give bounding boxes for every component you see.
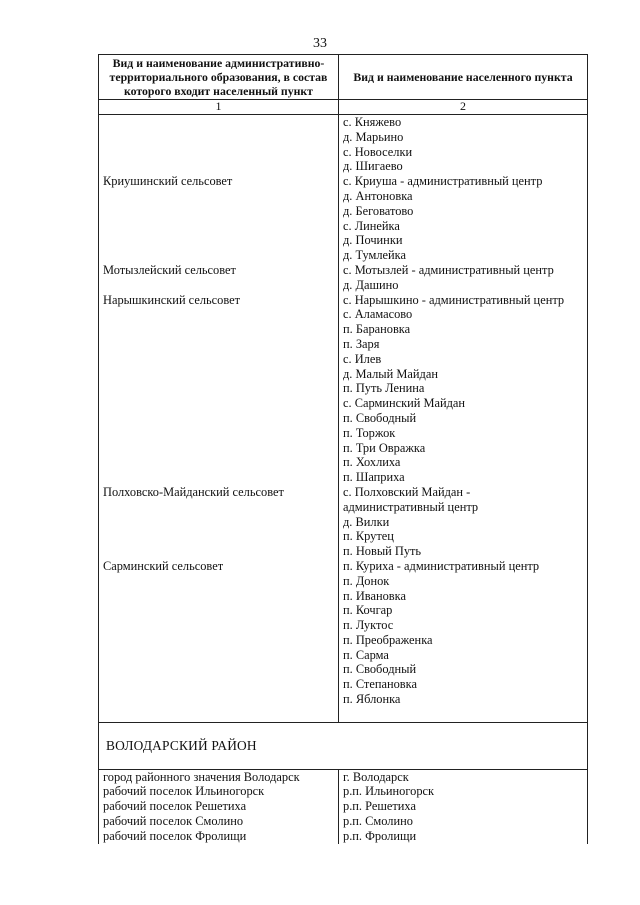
settlement-line: п. Крутец xyxy=(343,529,394,544)
settlement-line: п. Хохлиха xyxy=(343,455,401,470)
settlement-line: п. Степановка xyxy=(343,677,417,692)
admin-unit-line xyxy=(103,515,334,530)
admin-unit-line xyxy=(103,470,334,485)
district-admin-unit-line: рабочий поселок Ильиногорск xyxy=(103,784,265,799)
admin-unit-line: Мотызлейский сельсовет xyxy=(103,262,236,277)
admin-unit-line xyxy=(103,248,334,263)
settlement-line: п. Три Овражка xyxy=(343,440,426,455)
admin-unit-line xyxy=(103,189,334,204)
settlement-line xyxy=(343,707,583,722)
admin-unit-line xyxy=(103,662,334,677)
admin-unit-line xyxy=(103,441,334,456)
settlement-line: п. Свободный xyxy=(343,662,417,677)
admin-unit-line xyxy=(103,529,334,544)
settlement-line: п. Куриха - административный центр xyxy=(343,558,540,573)
district-admin-units xyxy=(99,769,339,843)
header-admin-unit: Вид и наименование административно-территориального образования, в состав которого входит населенный пункт xyxy=(99,55,339,100)
settlement-line: с. Линейка xyxy=(343,218,400,233)
settlement-line: с. Аламасово xyxy=(343,307,413,322)
settlement-line: с. Сарминский Майдан xyxy=(343,396,466,411)
settlement-line: д. Шигаево xyxy=(343,159,403,174)
admin-unit-line xyxy=(103,618,334,633)
district-admin-unit-line: рабочий поселок Решетиха xyxy=(103,799,247,814)
admin-unit-line xyxy=(103,396,334,411)
settlement-line: д. Антоновка xyxy=(343,188,413,203)
settlement-line: п. Ивановка xyxy=(343,588,406,603)
settlement-line: д. Починки xyxy=(343,233,403,248)
settlement-line: с. Полховский Майдан - xyxy=(343,484,471,499)
admin-unit-line xyxy=(103,692,334,707)
district-admin-unit-line: рабочий поселок Смолино xyxy=(103,814,244,829)
settlement-line: п. Заря xyxy=(343,336,380,351)
admin-unit-line xyxy=(103,648,334,663)
admin-unit-line xyxy=(103,426,334,441)
settlement-line: д. Беговатово xyxy=(343,203,414,218)
settlement-line: п. Яблонка xyxy=(343,692,401,707)
admin-unit-line xyxy=(103,145,334,160)
admin-unit-line xyxy=(103,544,334,559)
admin-unit-line xyxy=(103,159,334,174)
district-admin-unit-line: город районного значения Володарск xyxy=(103,769,300,784)
settlement-line: административный центр xyxy=(343,499,479,514)
admin-unit-line xyxy=(103,130,334,145)
district-admin-unit-line: рабочий поселок Фролищи xyxy=(103,828,247,843)
admin-unit-line xyxy=(103,322,334,337)
admin-unit-line xyxy=(103,707,334,722)
column-number-1: 1 xyxy=(99,100,339,115)
admin-unit-line: Сарминский сельсовет xyxy=(103,558,224,573)
settlement-line: п. Кочгар xyxy=(343,603,393,618)
page-number: 33 xyxy=(313,36,327,51)
settlement-line: п. Свободный xyxy=(343,410,417,425)
settlement-line: п. Путь Ленина xyxy=(343,381,425,396)
admin-unit-line xyxy=(103,589,334,604)
settlement-line: д. Малый Майдан xyxy=(343,366,438,381)
settlement-line: п. Сарма xyxy=(343,647,389,662)
district-settlements xyxy=(339,769,588,843)
admin-unit-line xyxy=(103,603,334,618)
admin-unit-line xyxy=(103,352,334,367)
district-heading-row xyxy=(99,722,588,769)
admin-unit-line xyxy=(103,500,334,515)
settlement-line: с. Нарышкино - административный центр xyxy=(343,292,565,307)
table-header-row xyxy=(99,55,588,100)
settlement-line: д. Марьино xyxy=(343,129,404,144)
settlement-line: д. Тумлейка xyxy=(343,248,406,263)
admin-unit-line xyxy=(103,204,334,219)
settlement-line: с. Илев xyxy=(343,351,382,366)
admin-unit-line xyxy=(103,115,334,130)
settlement-line: с. Мотызлей - административный центр xyxy=(343,262,554,277)
admin-unit-line xyxy=(103,219,334,234)
settlement-line: п. Донок xyxy=(343,573,390,588)
admin-unit-line xyxy=(103,233,334,248)
admin-unit-column xyxy=(99,115,339,723)
district-settlement-line: р.п. Смолино xyxy=(343,814,413,829)
settlement-line: п. Торжок xyxy=(343,425,396,440)
settlement-line: п. Шаприха xyxy=(343,470,405,485)
column-number-row xyxy=(99,100,588,115)
district-settlement-line: р.п. Ильиногорск xyxy=(343,784,435,799)
admin-unit-line xyxy=(103,278,334,293)
settlement-line: с. Новоселки xyxy=(343,144,413,159)
settlement-line: д. Дашино xyxy=(343,277,399,292)
admin-unit-line xyxy=(103,381,334,396)
admin-unit-line: Полховско-Майданский сельсовет xyxy=(103,484,284,499)
admin-unit-line: Криушинский сельсовет xyxy=(103,174,233,189)
admin-unit-line xyxy=(103,411,334,426)
settlement-line: п. Барановка xyxy=(343,322,411,337)
admin-unit-line xyxy=(103,455,334,470)
settlement-column xyxy=(339,115,588,723)
district-settlement-line: г. Володарск xyxy=(343,769,409,784)
settlement-line: с. Княжево xyxy=(343,115,402,129)
admin-unit-line xyxy=(103,307,334,322)
district-settlement-line: р.п. Фролищи xyxy=(343,828,417,843)
admin-unit-line xyxy=(103,367,334,382)
district-name: ВОЛОДАРСКИЙ РАЙОН xyxy=(99,722,588,769)
settlement-line: п. Преображенка xyxy=(343,632,433,647)
admin-unit-line xyxy=(103,677,334,692)
settlement-line: п. Новый Путь xyxy=(343,544,422,559)
admin-unit-line xyxy=(103,574,334,589)
settlement-line: д. Вилки xyxy=(343,514,390,529)
admin-unit-line xyxy=(103,633,334,648)
admin-unit-line: Нарышкинский сельсовет xyxy=(103,292,241,307)
settlement-line: с. Криуша - административный центр xyxy=(343,174,543,189)
district-body-row xyxy=(99,769,588,843)
settlement-line: п. Луктос xyxy=(343,618,394,633)
settlements-table xyxy=(98,54,588,844)
admin-unit-line xyxy=(103,337,334,352)
table-body-row xyxy=(99,115,588,723)
district-settlement-line: р.п. Решетиха xyxy=(343,799,416,814)
column-number-2: 2 xyxy=(339,100,588,115)
header-settlement: Вид и наименование населенного пункта xyxy=(339,55,588,100)
